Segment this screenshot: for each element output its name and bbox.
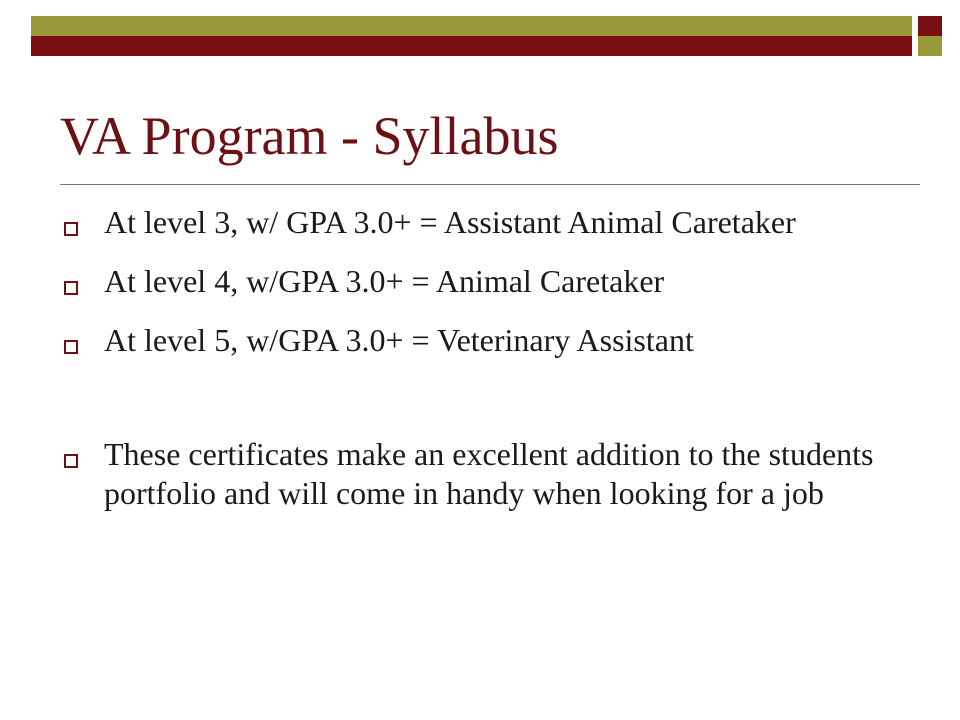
bullet-text: At level 4, w/GPA 3.0+ = Animal Caretaker	[104, 263, 665, 299]
bullet-item-level-5	[64, 321, 894, 360]
bullet-item-level-4	[64, 262, 894, 301]
bullet-item-level-3	[64, 203, 894, 242]
hollow-square-icon	[64, 281, 78, 295]
title-divider	[60, 184, 920, 185]
header-corner-maroon-block	[918, 16, 942, 36]
bullet-text: At level 5, w/GPA 3.0+ = Veterinary Assistant	[104, 322, 694, 358]
bullet-item-certificates	[64, 435, 894, 513]
hollow-square-icon	[64, 454, 78, 468]
bullet-list	[64, 203, 894, 513]
hollow-square-icon	[64, 340, 78, 354]
bullet-text: These certificates make an excellent addition to the students portfolio and will come in handy when looking for a job	[104, 436, 874, 511]
header-corner-olive-block	[918, 36, 942, 56]
header-band-olive	[31, 16, 912, 36]
slide-title: VA Program - Syllabus	[60, 106, 559, 166]
header-band-maroon	[31, 36, 912, 56]
hollow-square-icon	[64, 222, 78, 236]
bullet-text: At level 3, w/ GPA 3.0+ = Assistant Animal Caretaker	[104, 204, 796, 240]
